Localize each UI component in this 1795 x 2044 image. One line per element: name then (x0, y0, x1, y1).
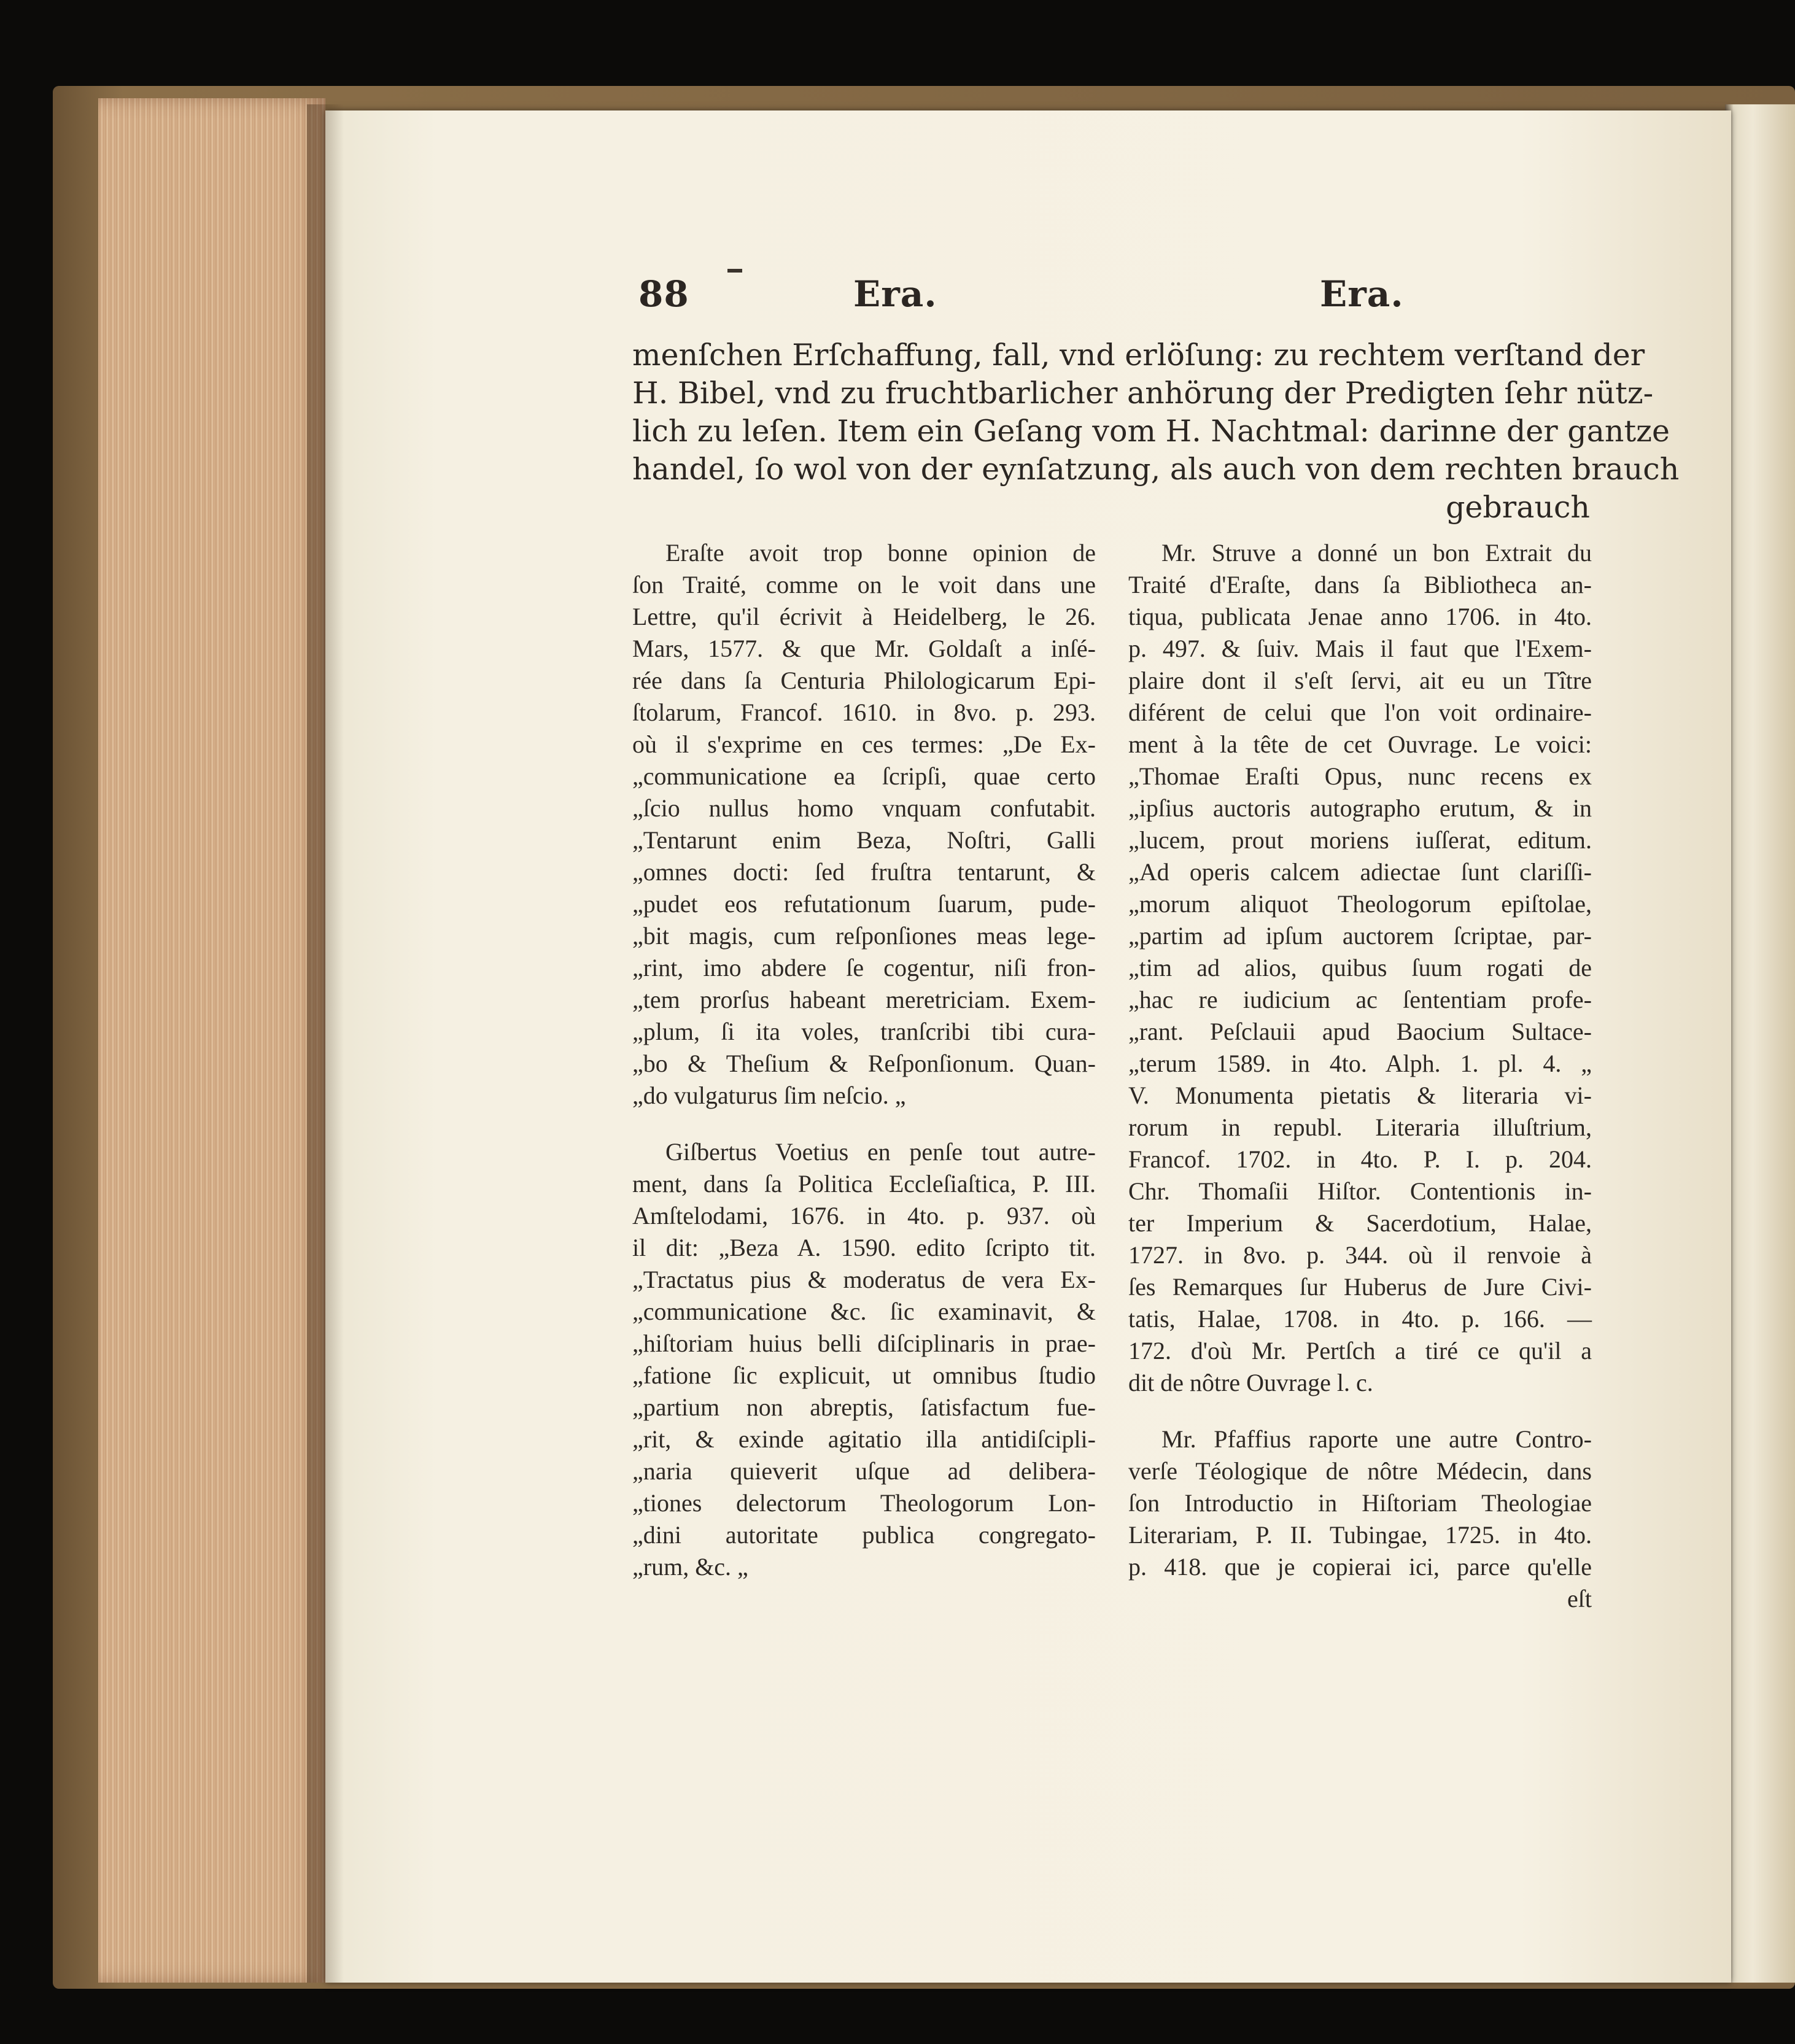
text-line: „omnes docti: ſed fruſtra tentarunt, & (632, 858, 1096, 886)
text-line: ment, dans ſa Politica Eccleſiaſtica, P. III. (632, 1170, 1096, 1198)
text-line: Chr. Thomaſii Hiſtor. Contentionis in- (1128, 1177, 1592, 1205)
text-line: 172. d'où Mr. Pertſch a tiré ce qu'il a (1128, 1337, 1592, 1365)
catchword: eſt (1567, 1585, 1592, 1612)
text-line: Eraſte avoit trop bonne opinion de (665, 539, 1096, 567)
german-line: H. Bibel, vnd zu fruchtbarlicher anhörung der Predigten ſehr nütz- (632, 376, 1654, 411)
paragraph-voetius (632, 1136, 1096, 1583)
text-line: V. Monumenta pietatis & literaria vi- (1128, 1082, 1592, 1109)
text-line: Traité d'Eraſte, dans ſa Bibliotheca an- (1128, 571, 1592, 598)
text-line: „ſcio nullus homo vnquam confutabit. (632, 794, 1096, 822)
text-line: il dit: „Beza A. 1590. edito ſcripto tit. (632, 1234, 1096, 1261)
german-title-block (632, 336, 1680, 527)
text-line: ter Imperium & Sacerdotium, Halae, (1128, 1209, 1592, 1237)
head-ornament (727, 269, 742, 273)
german-line: lich zu leſen. Item ein Geſang vom H. Nachtmal: darinne der gantze (632, 414, 1670, 449)
text-line: dit de nôtre Ouvrage l. c. (1128, 1369, 1373, 1396)
text-line: „rit, & exinde agitatio illa antidiſcipli- (632, 1425, 1096, 1453)
text-line: Francof. 1702. in 4to. P. I. p. 204. (1128, 1145, 1592, 1173)
text-line: „Ad operis calcem adiectae ſunt clariſſi- (1128, 858, 1592, 886)
text-line: diférent de celui que l'on voit ordinaire- (1128, 699, 1592, 726)
text-line: „communicatione &c. ſic examinavit, & (632, 1298, 1096, 1325)
german-line: handel, ſo wol von der eynſatzung, als auch von dem rechten brauch (632, 452, 1680, 487)
text-line: rée dans ſa Centuria Philologicarum Epi- (632, 667, 1096, 694)
text-line: „rant. Peſclauii apud Baocium Sultace- (1128, 1018, 1592, 1045)
text-line: „rum, &c. „ (632, 1553, 748, 1581)
text-line: „terum 1589. in 4to. Alph. 1. pl. 4. „ (1128, 1050, 1592, 1077)
text-line: rorum in republ. Literaria illuſtrium, (1128, 1113, 1592, 1141)
text-line: „ipſius auctoris autographo erutum, & in (1128, 794, 1592, 822)
page-edges (98, 98, 325, 1983)
page-number: 88 (638, 273, 689, 315)
text-line: „Tractatus pius & moderatus de vera Ex- (632, 1266, 1096, 1293)
text-line: „Thomae Eraſti Opus, nunc recens ex (1128, 762, 1592, 790)
text-line: ſon Introductio in Hiſtoriam Theologiae (1128, 1489, 1592, 1517)
text-line: où il s'exprime en ces termes: „De Ex- (632, 730, 1096, 758)
text-line: verſe Téologique de nôtre Médecin, dans (1128, 1457, 1592, 1485)
text-line: „plum, ſi ita voles, tranſcribi tibi cura- (632, 1018, 1096, 1045)
text-line: „Tentarunt enim Beza, Noſtri, Galli (632, 826, 1096, 854)
german-line: gebrauch (1446, 490, 1590, 525)
running-head-left: Era. (853, 273, 937, 315)
text-line: Mr. Pfaffius raporte une autre Contro- (1161, 1425, 1592, 1453)
text-line: Literariam, P. II. Tubingae, 1725. in 4to. (1128, 1521, 1592, 1549)
text-line: p. 418. que je copierai ici, parce qu'elle (1128, 1553, 1592, 1581)
text-line: „tiones delectorum Theologorum Lon- (632, 1489, 1096, 1517)
text-line: „fatione ſic explicuit, ut omnibus ſtudio (632, 1361, 1096, 1389)
text-line: „partim ad ipſum auctorem ſcriptae, par- (1128, 922, 1592, 950)
paragraph-struve (1128, 537, 1592, 1399)
paragraph-eraste (632, 537, 1096, 1112)
running-head-right: Era. (1320, 273, 1404, 315)
text-line: Amſtelodami, 1676. in 4to. p. 937. où (632, 1202, 1096, 1229)
text-line: „morum aliquot Theologorum epiſtolae, (1128, 890, 1592, 918)
text-line: „do vulgaturus ſim neſcio. „ (632, 1082, 906, 1109)
spine-shadow (307, 104, 344, 1983)
facing-page-edge (1725, 104, 1795, 1983)
text-line: „tem prorſus habeant meretriciam. Exem- (632, 986, 1096, 1013)
left-column (632, 537, 1096, 1608)
german-line: menſchen Erſchaffung, fall, vnd erlöſung: zu rechtem verſtand der (632, 338, 1645, 373)
text-line: ſon Traité, comme on le voit dans une (632, 571, 1096, 598)
text-line: ſes Remarques ſur Huberus de Jure Civi- (1128, 1273, 1592, 1301)
text-line: „communicatione ea ſcripſi, quae certo (632, 762, 1096, 790)
text-line: ment à la tête de cet Ouvrage. Le voici: (1128, 730, 1592, 758)
text-line: Mr. Struve a donné un bon Extrait du (1161, 539, 1592, 567)
text-line: „rint, imo abdere ſe cogentur, niſi fron- (632, 954, 1096, 981)
text-line: Lettre, qu'il écrivit à Heidelberg, le 26. (632, 603, 1096, 630)
text-line: p. 497. & ſuiv. Mais il faut que l'Exem- (1128, 635, 1592, 662)
text-line: plaire dont il s'eſt ſervi, ait eu un Tître (1128, 667, 1592, 694)
text-line: „dini autoritate publica congregato- (632, 1521, 1096, 1549)
text-line: Giſbertus Voetius en penſe tout autre- (665, 1138, 1096, 1166)
text-line: ſtolarum, Francof. 1610. in 8vo. p. 293. (632, 699, 1096, 726)
text-line: „partium non abreptis, ſatisfactum fue- (632, 1393, 1096, 1421)
text-line: „naria quieverit uſque ad delibera- (632, 1457, 1096, 1485)
text-line: „pudet eos refutationum ſuarum, pude- (632, 890, 1096, 918)
text-line: 1727. in 8vo. p. 344. où il renvoie à (1128, 1241, 1592, 1269)
text-line: „tim ad alios, quibus ſuum rogati de (1128, 954, 1592, 981)
text-line: „bit magis, cum reſponſiones meas lege- (632, 922, 1096, 950)
text-line: „hiſtoriam huius belli diſciplinaris in prae- (632, 1330, 1096, 1357)
paragraph-pfaffius (1128, 1423, 1592, 1615)
text-line: Mars, 1577. & que Mr. Goldaſt a inſé- (632, 635, 1096, 662)
text-line: tatis, Halae, 1708. in 4to. p. 166. — (1128, 1305, 1592, 1333)
text-line: „lucem, prout moriens iuſſerat, editum. (1128, 826, 1592, 854)
text-line: „hac re iudicium ac ſententiam profe- (1128, 986, 1592, 1013)
right-column (1128, 537, 1592, 1639)
text-line: „bo & Theſium & Reſponſionum. Quan- (632, 1050, 1096, 1077)
text-line: tiqua, publicata Jenae anno 1706. in 4to. (1128, 603, 1592, 630)
